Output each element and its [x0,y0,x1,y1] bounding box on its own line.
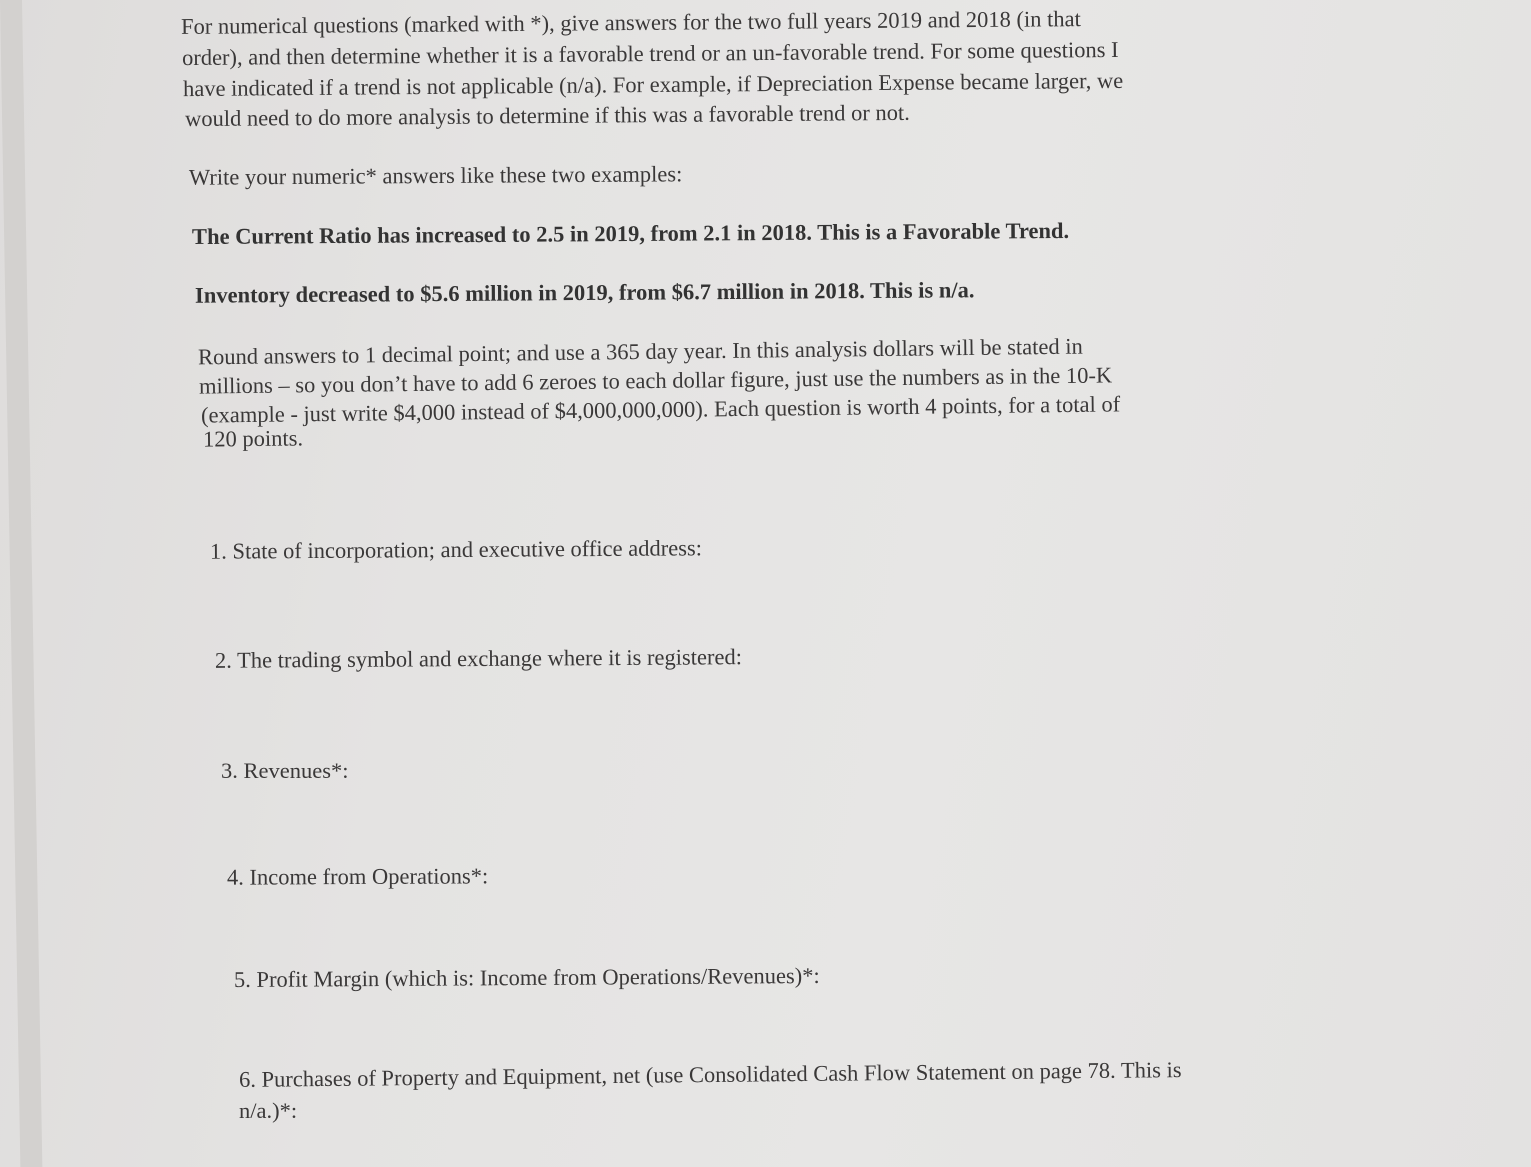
intro-line: have indicated if a trend is not applicable (n/a). For example, if Depreciation Expense became larger, we [182,67,1124,102]
question-2: 2. The trading symbol and exchange where it is registered: [214,644,743,673]
example-inventory: Inventory decreased to $5.6 million in 2019, from $6.7 million in 2018. This is n/a. [194,277,975,308]
write-prompt: Write your numeric* answers like these two examples: [188,161,683,190]
intro-line: would need to do more analysis to determine if this was a favorable trend or not. [184,99,910,132]
question-3: 3. Revenues*: [221,758,349,783]
question-1: 1. State of incorporation; and executive office address: [209,535,702,564]
intro-line: For numerical questions (marked with *), give answers for the two full years 2019 and 2018 (in that [180,6,1081,39]
rounding-line: Round answers to 1 decimal point; and use a 365 day year. In this analysis dollars will be stated in [197,333,1083,370]
question-6-continued: n/a.)*: [239,1098,298,1123]
page-edge [0,0,42,1167]
question-5: 5. Profit Margin (which is: Income from Operations/Revenues)*: [233,962,820,993]
rounding-line: millions – so you don’t have to add 6 zeroes to each dollar figure, just use the numbers as in the 10-K [198,362,1113,399]
rounding-line: (example - just write $4,000 instead of $4,000,000,000). Each question is worth 4 points, for a total of [200,391,1121,428]
rounding-line: 120 points. [202,425,304,452]
question-6: 6. Purchases of Property and Equipment, net (use Consolidated Cash Flow Statement on page 78. This is [238,1057,1182,1092]
question-4: 4. Income from Operations*: [226,863,489,890]
example-current-ratio: The Current Ratio has increased to 2.5 in 2019, from 2.1 in 2018. This is a Favorable Trend. [191,217,1070,250]
intro-line: order), and then determine whether it is a favorable trend or an un-favorable trend. For some questions I [181,36,1119,71]
